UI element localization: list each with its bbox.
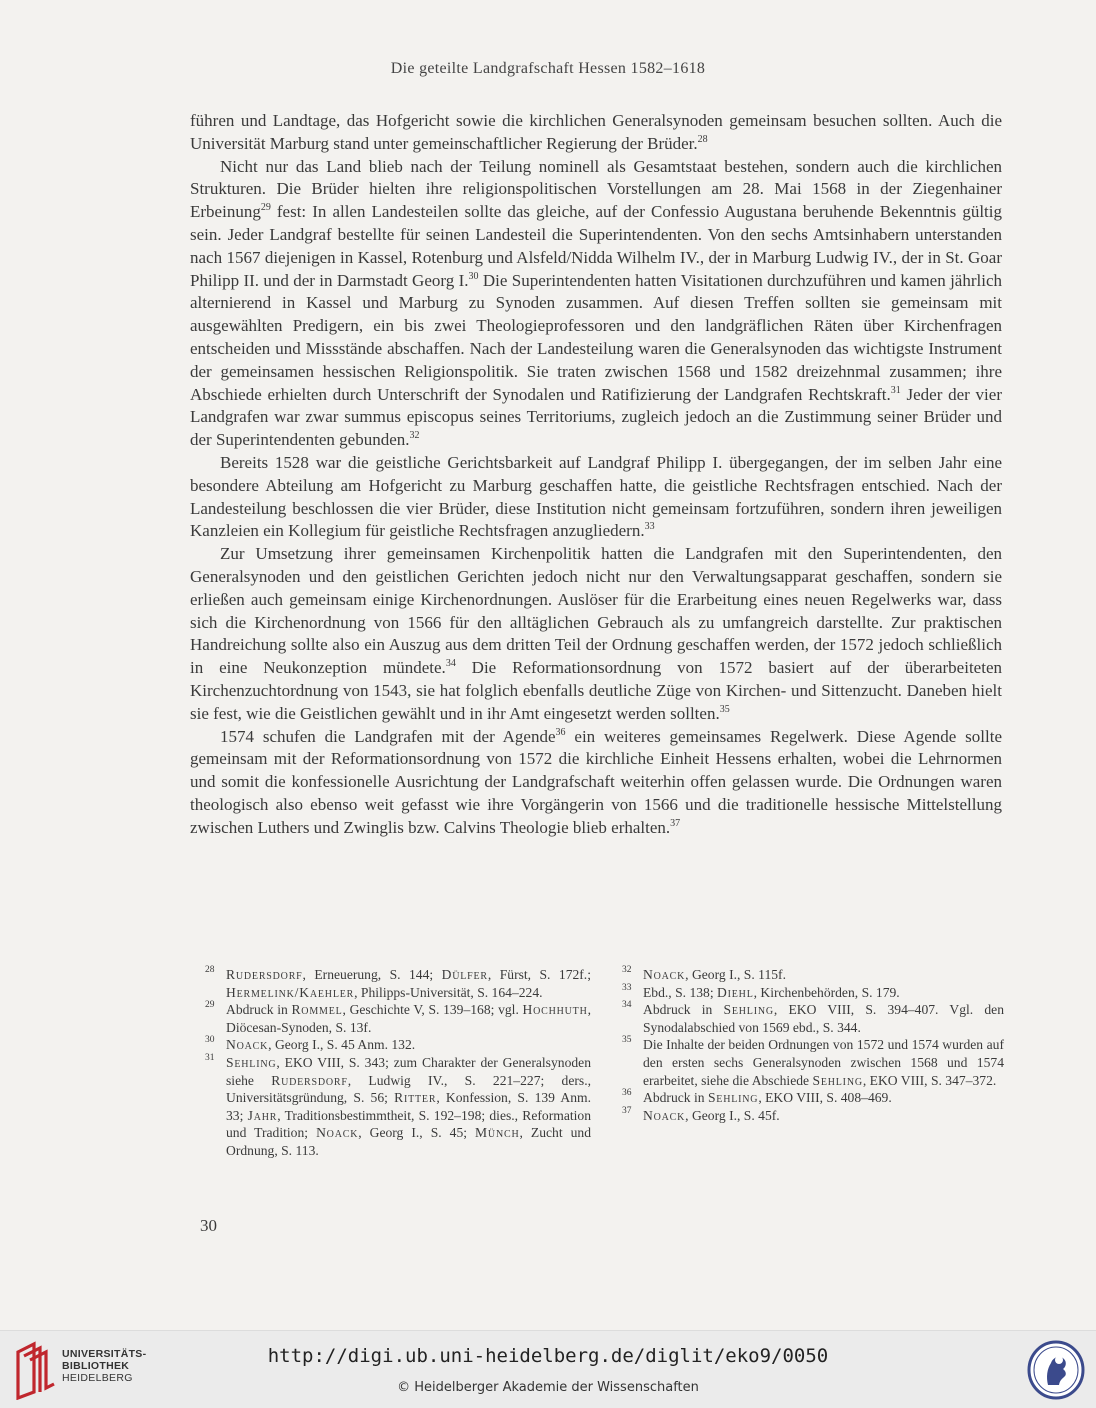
paragraph: Nicht nur das Land blieb nach der Teilung nominell als Gesamtstaat bestehen, sondern auch die kirchlichen Strukturen. Die Brüder hielten ihre religionspolitischen Vorstellungen am 28. Mai 1568 in der Ziegenhainer Erbeinung$^{29}$ fest: In allen Landesteilen sollte das gleiche, auf der Confessio Augustana beruhende Bekenntnis gültig sein. Jeder Landgraf bestellte für seinen Landesteil die Superintendenten. Von den sechs Amtsinhabern unterstanden nach 1567 diejenigen in Kassel, Rotenburg und Alsfeld/Nidda Wilhelm IV., der in Marburg Ludwig IV., der in St. Goar Philipp II. und der in Darmstadt Georg I.$^{30}$ Die Superintendenten hatten Visitationen durchzuführen und kamen jährlich alternierend in Kassel und Marburg zu Synoden zusammen. Auf diesen Treffen sollten sie gemeinsam mit ausgewählten Predigern, ein bis zwei Theologieprofessoren und den landgräflichen Räten über Kirchenfragen entscheiden und Missstände abschaffen. Nach der Landesteilung waren die Generalsynoden das wichtigste Instrument der gemeinsamen hessischen Religionspolitik. Sie traten zwischen 1568 und 1582 dreizehnmal zusammen; ihre Abschiede erhielten durch Unterschrift der Synodalen und Ratifizierung der Landgrafen Rechtskraft.$^{31}$ Jeder der vier Landgrafen war zwar summus episcopus seines Territoriums, zugleich jedoch an die Zustimmung seiner Brüder und der Superintendenten gebunden.$^{32}$ (190, 156, 1002, 450)
paragraph: 1574 schufen die Landgrafen mit der Agende$^{36}$ ein weiteres gemeinsames Regelwerk. Diese Agende sollte gemeinsam mit der Reformationsordnung von 1572 die kirchliche Einheit Hessens erhalten, wobei die Lehrnormen und somit die konfessionelle Ausrichtung der Landgrafschaft weiterhin offen gelassen wurde. Die Ordnungen waren theologisch also ebenso weit gefasst wie ihre Vorgängerin von 1566 und die traditionelle hessische Mittelstellung zwischen Luthers und Zwinglis bzw. Calvins Theologie blieb erhalten.$^{37}$ (190, 726, 1002, 837)
body-text (190, 110, 1002, 840)
permalink-url[interactable]: http://digi.ub.uni-heidelberg.de/diglit/eko9/0050 (267, 1345, 829, 1367)
footnote: 34 Abdruck in Sehling, EKO VIII, S. 394–407. Vgl. den Synodalabschied von 1569 ebd., S. 344. (622, 1000, 1004, 1035)
footnote: 35 Die Inhalte der beiden Ordnungen von 1572 und 1574 wurden auf den ersten sechs Generalsynoden zwischen 1568 und 1574 erarbeitet, siehe die Abschiede Sehling, EKO VIII, S. 347–372. (622, 1035, 1004, 1088)
footnote-ref[interactable]: 34 (445, 658, 456, 670)
footnote-ref[interactable]: 33 (644, 521, 655, 533)
footnote-ref[interactable]: 37 (670, 817, 681, 829)
footnote: 31 Sehling, EKO VIII, S. 343; zum Charakter der Generalsynoden siehe Rudersdorf, Ludwig IV., S. 221–227; ders., Universitätsgründung, S. 56; Ritter, Konfession, S. 139 Anm. 33; Jahr, Traditionsbestimmtheit, S. 192–198; dies., Reformation und Tradition; Noack, Georg I., S. 45; Münch, Zucht und Ordnung, S. 113. (205, 1052, 592, 1158)
viewer-footer (0, 1330, 1096, 1408)
academy-seal-icon[interactable] (1026, 1339, 1086, 1401)
footnote: 32 Noack, Georg I., S. 115f. (622, 965, 786, 982)
footnote-ref[interactable]: 32 (409, 430, 420, 442)
footnotes-right-column (622, 966, 1004, 1124)
footnote-ref[interactable]: 31 (890, 384, 901, 396)
footnote-ref[interactable]: 35 (719, 703, 730, 715)
footnote: 36 Abdruck in Sehling, EKO VIII, S. 408–469. (622, 1088, 892, 1106)
footnote-ref[interactable]: 36 (555, 726, 566, 738)
footnote: 28 Rudersdorf, Erneuerung, S. 144; Dülfer, Fürst, S. 172f.; Hermelink/Kaehler, Philipps-Universität, S. 164–224. (205, 965, 591, 1000)
footnote-ref[interactable]: 30 (468, 270, 479, 282)
paragraph: Bereits 1528 war die geistliche Gerichtsbarkeit auf Landgraf Philipp I. übergegangen, der im selben Jahr eine besondere Abteilung am Hofgericht zu Marburg geschaffen hatte, die geistliche Rechtsfragen entschied. Nach der Landesteilung beschlossen die vier Brüder, diese Institution nicht gemeinsam fortzuführen, sondern ihren jeweiligen Kanzleien ein Kollegium für geistliche Rechtsfragen anzugliedern.$^{33}$ (190, 452, 1002, 541)
footnote: 33 Ebd., S. 138; Diehl, Kirchenbehörden, S. 179. (622, 982, 900, 1000)
library-name[interactable]: UNIVERSITÄTS- BIBLIOTHEK HEIDELBERG (62, 1348, 147, 1384)
paragraph: führen und Landtage, das Hofgericht sowie die kirchlichen Generalsynoden gemeinsam besuchen sollten. Auch die Universität Marburg stand unter gemeinschaftlicher Regierung der Brüder.$^{28}$ (190, 111, 1002, 153)
paragraph: Zur Umsetzung ihrer gemeinsamen Kirchenpolitik hatten die Landgrafen mit den Superintendenten, den Generalsynoden und den geistlichen Gerichten jedoch nicht nur den Verwaltungsapparat geschaffen, sondern sie erließen auch gemeinsam einige Kirchenordnungen. Auslöser für die Erarbeitung eines neuen Regelwerks war, dass sich die Kirchenordnung von 1566 für den alltäglichen Gebrauch als zu umfangreich darstellte. Zur praktischen Handreichung sollte also ein Auszug aus dem dritten Teil der Ordnung geschaffen werden, der 1572 jedoch schließlich in eine Neukonzeption mündete.$^{34}$ Die Reformationsordnung von 1572 basiert auf der überarbeiteten Kirchenzuchtordnung von 1543, sie hat folglich ebenfalls deutliche Züge von Kirchen- und Sittenzucht. Daneben hielt sie fest, wie die Geistlichen gewählt und in ihr Amt eingesetzt werden sollten.$^{35}$ (190, 544, 1002, 723)
footnotes-left-column (205, 966, 591, 1160)
page-number: 30 (200, 1216, 217, 1235)
footnote: 37 Noack, Georg I., S. 45f. (622, 1105, 780, 1123)
copyright-notice: © Heidelberger Akademie der Wissenschaften (397, 1380, 699, 1395)
running-title: Die geteilte Landgrafschaft Hessen 1582–1618 (390, 60, 706, 77)
footnote-ref[interactable]: 29 (260, 202, 271, 214)
footnote-ref[interactable]: 28 (697, 133, 708, 145)
footnote: 29 Abdruck in Rommel, Geschichte V, S. 139–168; vgl. Hochhuth, Diöcesan-Synoden, S. 13f. (205, 1000, 592, 1035)
footnote: 30 Noack, Georg I., S. 45 Anm. 132. (205, 1035, 416, 1053)
